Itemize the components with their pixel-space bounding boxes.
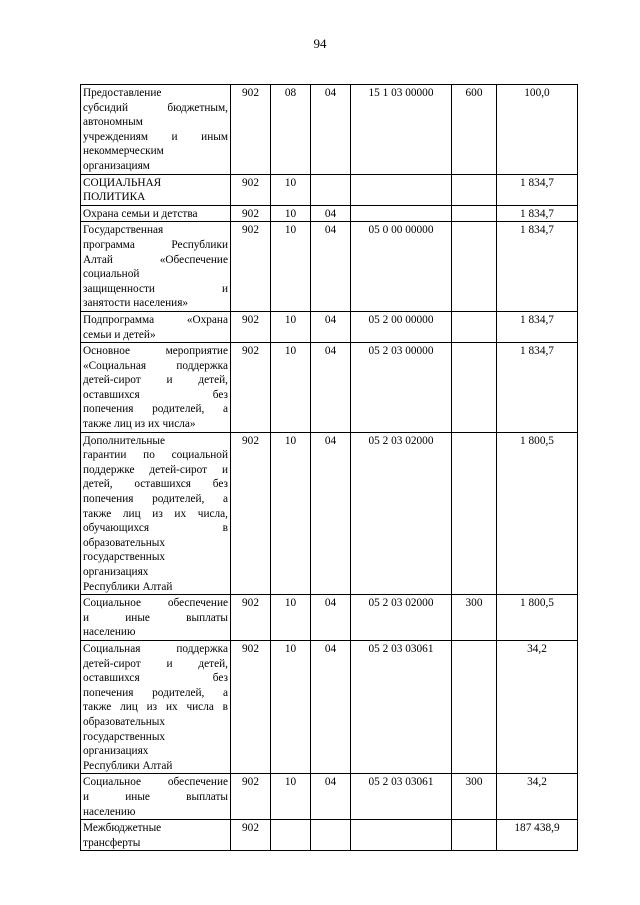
row-name-line: Республики Алтай: [83, 580, 173, 593]
subsection-cell: 04: [311, 595, 351, 641]
row-name-line: Социальное обеспечение: [83, 776, 228, 789]
grbs-cell: 902: [231, 640, 271, 773]
section-cell: 10: [271, 640, 311, 773]
grbs-cell: 902: [231, 311, 271, 342]
section-cell: 08: [271, 85, 311, 175]
table-row: [81, 174, 578, 205]
section-cell: 10: [271, 222, 311, 312]
target-article-cell: 05 2 03 02000: [351, 595, 452, 641]
expense-type-cell: 600: [452, 85, 497, 175]
grbs-cell: 902: [231, 595, 271, 641]
row-name-line: Алтай «Обеспечение: [83, 253, 228, 266]
row-name-line: «Социальная поддержка: [83, 359, 228, 372]
row-name-line: автономным: [83, 116, 143, 129]
expense-type-cell: [452, 311, 497, 342]
row-name-cell: [81, 820, 231, 851]
row-name-line: Основное мероприятие: [83, 345, 228, 358]
expense-type-cell: 300: [452, 595, 497, 641]
target-article-cell: 15 1 03 00000: [351, 85, 452, 175]
subsection-cell: 04: [311, 774, 351, 820]
section-cell: 10: [271, 432, 311, 595]
subsection-cell: 04: [311, 311, 351, 342]
row-name-line: образовательных: [83, 536, 166, 549]
grbs-cell: 902: [231, 222, 271, 312]
subsection-cell: 04: [311, 432, 351, 595]
amount-cell: 34,2: [497, 640, 578, 773]
row-name-line: семьи и детей»: [83, 328, 156, 341]
row-name-line: Подпрограмма «Охрана: [83, 313, 228, 326]
amount-cell: 1 834,7: [497, 222, 578, 312]
row-name-line: программа Республики: [83, 238, 228, 251]
row-name-line: государственных: [83, 551, 166, 564]
amount-cell: 34,2: [497, 774, 578, 820]
row-name-line: Государственная: [83, 224, 164, 237]
row-name-cell: [81, 311, 231, 342]
row-name-line: Охрана семьи и детства: [83, 207, 198, 220]
row-name-line: защищенности и: [83, 282, 228, 295]
row-name-line: детей-сирот и детей,: [83, 657, 228, 670]
table-row: [81, 205, 578, 222]
expense-type-cell: [452, 820, 497, 851]
row-name-line: поддержке детей-сирот и: [83, 463, 228, 476]
section-cell: 10: [271, 174, 311, 205]
grbs-cell: 902: [231, 432, 271, 595]
row-name-line: попечения родителей, а: [83, 493, 228, 506]
budget-table-body: [81, 85, 578, 851]
subsection-cell: 04: [311, 640, 351, 773]
row-name-cell: [81, 432, 231, 595]
amount-cell: 1 834,7: [497, 205, 578, 222]
grbs-cell: 902: [231, 343, 271, 433]
table-row: [81, 595, 578, 641]
row-name-cell: [81, 343, 231, 433]
row-name-line: занятости населения»: [83, 297, 189, 310]
row-name-line: субсидий бюджетным,: [83, 101, 228, 114]
section-cell: 10: [271, 205, 311, 222]
row-name-line: СОЦИАЛЬНАЯ: [83, 176, 162, 189]
row-name-line: оставшихся без: [83, 672, 228, 685]
row-name-cell: [81, 174, 231, 205]
row-name-line: учреждениям и иным: [83, 130, 228, 143]
row-name-cell: [81, 222, 231, 312]
expense-type-cell: [452, 640, 497, 773]
expense-type-cell: [452, 432, 497, 595]
table-row: [81, 774, 578, 820]
grbs-cell: 902: [231, 774, 271, 820]
row-name-line: социальной: [83, 268, 140, 281]
row-name-cell: [81, 774, 231, 820]
target-article-cell: 05 2 00 00000: [351, 311, 452, 342]
target-article-cell: 05 2 03 03061: [351, 774, 452, 820]
row-name-line: организациях: [83, 745, 149, 758]
section-cell: 10: [271, 774, 311, 820]
row-name-line: попечения родителей, а: [83, 686, 228, 699]
row-name-line: Межбюджетные: [83, 822, 162, 835]
row-name-line: также лиц из их числа,: [83, 507, 228, 520]
section-cell: 10: [271, 343, 311, 433]
table-row: [81, 311, 578, 342]
amount-cell: 187 438,9: [497, 820, 578, 851]
row-name-line: некоммерческим: [83, 145, 164, 158]
row-name-line: детей-сирот и детей,: [83, 374, 228, 387]
subsection-cell: 04: [311, 343, 351, 433]
amount-cell: 1 834,7: [497, 174, 578, 205]
row-name-line: оставшихся без: [83, 388, 228, 401]
row-name-line: также лиц из их числа в: [83, 701, 228, 714]
expense-type-cell: [452, 174, 497, 205]
row-name-line: Дополнительные: [83, 434, 166, 447]
section-cell: 10: [271, 595, 311, 641]
target-article-cell: 05 2 03 03061: [351, 640, 452, 773]
row-name-line: ПОЛИТИКА: [83, 191, 146, 204]
table-row: [81, 640, 578, 773]
row-name-line: Предоставление: [83, 87, 162, 99]
row-name-cell: [81, 595, 231, 641]
section-cell: [271, 820, 311, 851]
subsection-cell: [311, 820, 351, 851]
row-name-line: образовательных: [83, 715, 166, 728]
expense-type-cell: [452, 222, 497, 312]
grbs-cell: 902: [231, 820, 271, 851]
grbs-cell: 902: [231, 85, 271, 175]
row-name-line: Социальное обеспечение: [83, 597, 228, 610]
subsection-cell: 04: [311, 85, 351, 175]
target-article-cell: [351, 820, 452, 851]
amount-cell: 1 800,5: [497, 432, 578, 595]
row-name-cell: [81, 85, 231, 175]
target-article-cell: [351, 205, 452, 222]
row-name-line: населению: [83, 805, 136, 818]
amount-cell: 100,0: [497, 85, 578, 175]
row-name-line: Социальная поддержка: [83, 642, 228, 655]
row-name-line: трансферты: [83, 836, 141, 849]
row-name-cell: [81, 205, 231, 222]
row-name-cell: [81, 640, 231, 773]
target-article-cell: 05 2 03 02000: [351, 432, 452, 595]
row-name-line: Республики Алтай: [83, 759, 173, 772]
row-name-line: попечения родителей, а: [83, 403, 228, 416]
budget-table: [80, 84, 578, 851]
row-name-line: и иные выплаты: [83, 611, 228, 624]
subsection-cell: [311, 174, 351, 205]
amount-cell: 1 834,7: [497, 311, 578, 342]
target-article-cell: [351, 174, 452, 205]
row-name-line: и иные выплаты: [83, 790, 228, 803]
table-row: [81, 85, 578, 175]
target-article-cell: 05 0 00 00000: [351, 222, 452, 312]
row-name-line: организациях: [83, 566, 149, 578]
subsection-cell: 04: [311, 222, 351, 312]
expense-type-cell: 300: [452, 774, 497, 820]
page-number: 94: [313, 36, 327, 51]
table-row: [81, 820, 578, 851]
row-name-line: организациям: [83, 159, 150, 172]
amount-cell: 1 834,7: [497, 343, 578, 433]
row-name-line: государственных: [83, 730, 166, 743]
grbs-cell: 902: [231, 174, 271, 205]
table-row: [81, 222, 578, 312]
row-name-line: обучающихся в: [83, 522, 228, 535]
row-name-line: также лиц из их числа»: [83, 418, 196, 431]
table-row: [81, 343, 578, 433]
subsection-cell: 04: [311, 205, 351, 222]
target-article-cell: 05 2 03 00000: [351, 343, 452, 433]
row-name-line: населению: [83, 626, 136, 639]
section-cell: 10: [271, 311, 311, 342]
grbs-cell: 902: [231, 205, 271, 222]
table-row: [81, 432, 578, 595]
expense-type-cell: [452, 343, 497, 433]
amount-cell: 1 800,5: [497, 595, 578, 641]
row-name-line: гарантии по социальной: [83, 449, 228, 462]
row-name-line: детей, оставшихся без: [83, 478, 228, 491]
expense-type-cell: [452, 205, 497, 222]
